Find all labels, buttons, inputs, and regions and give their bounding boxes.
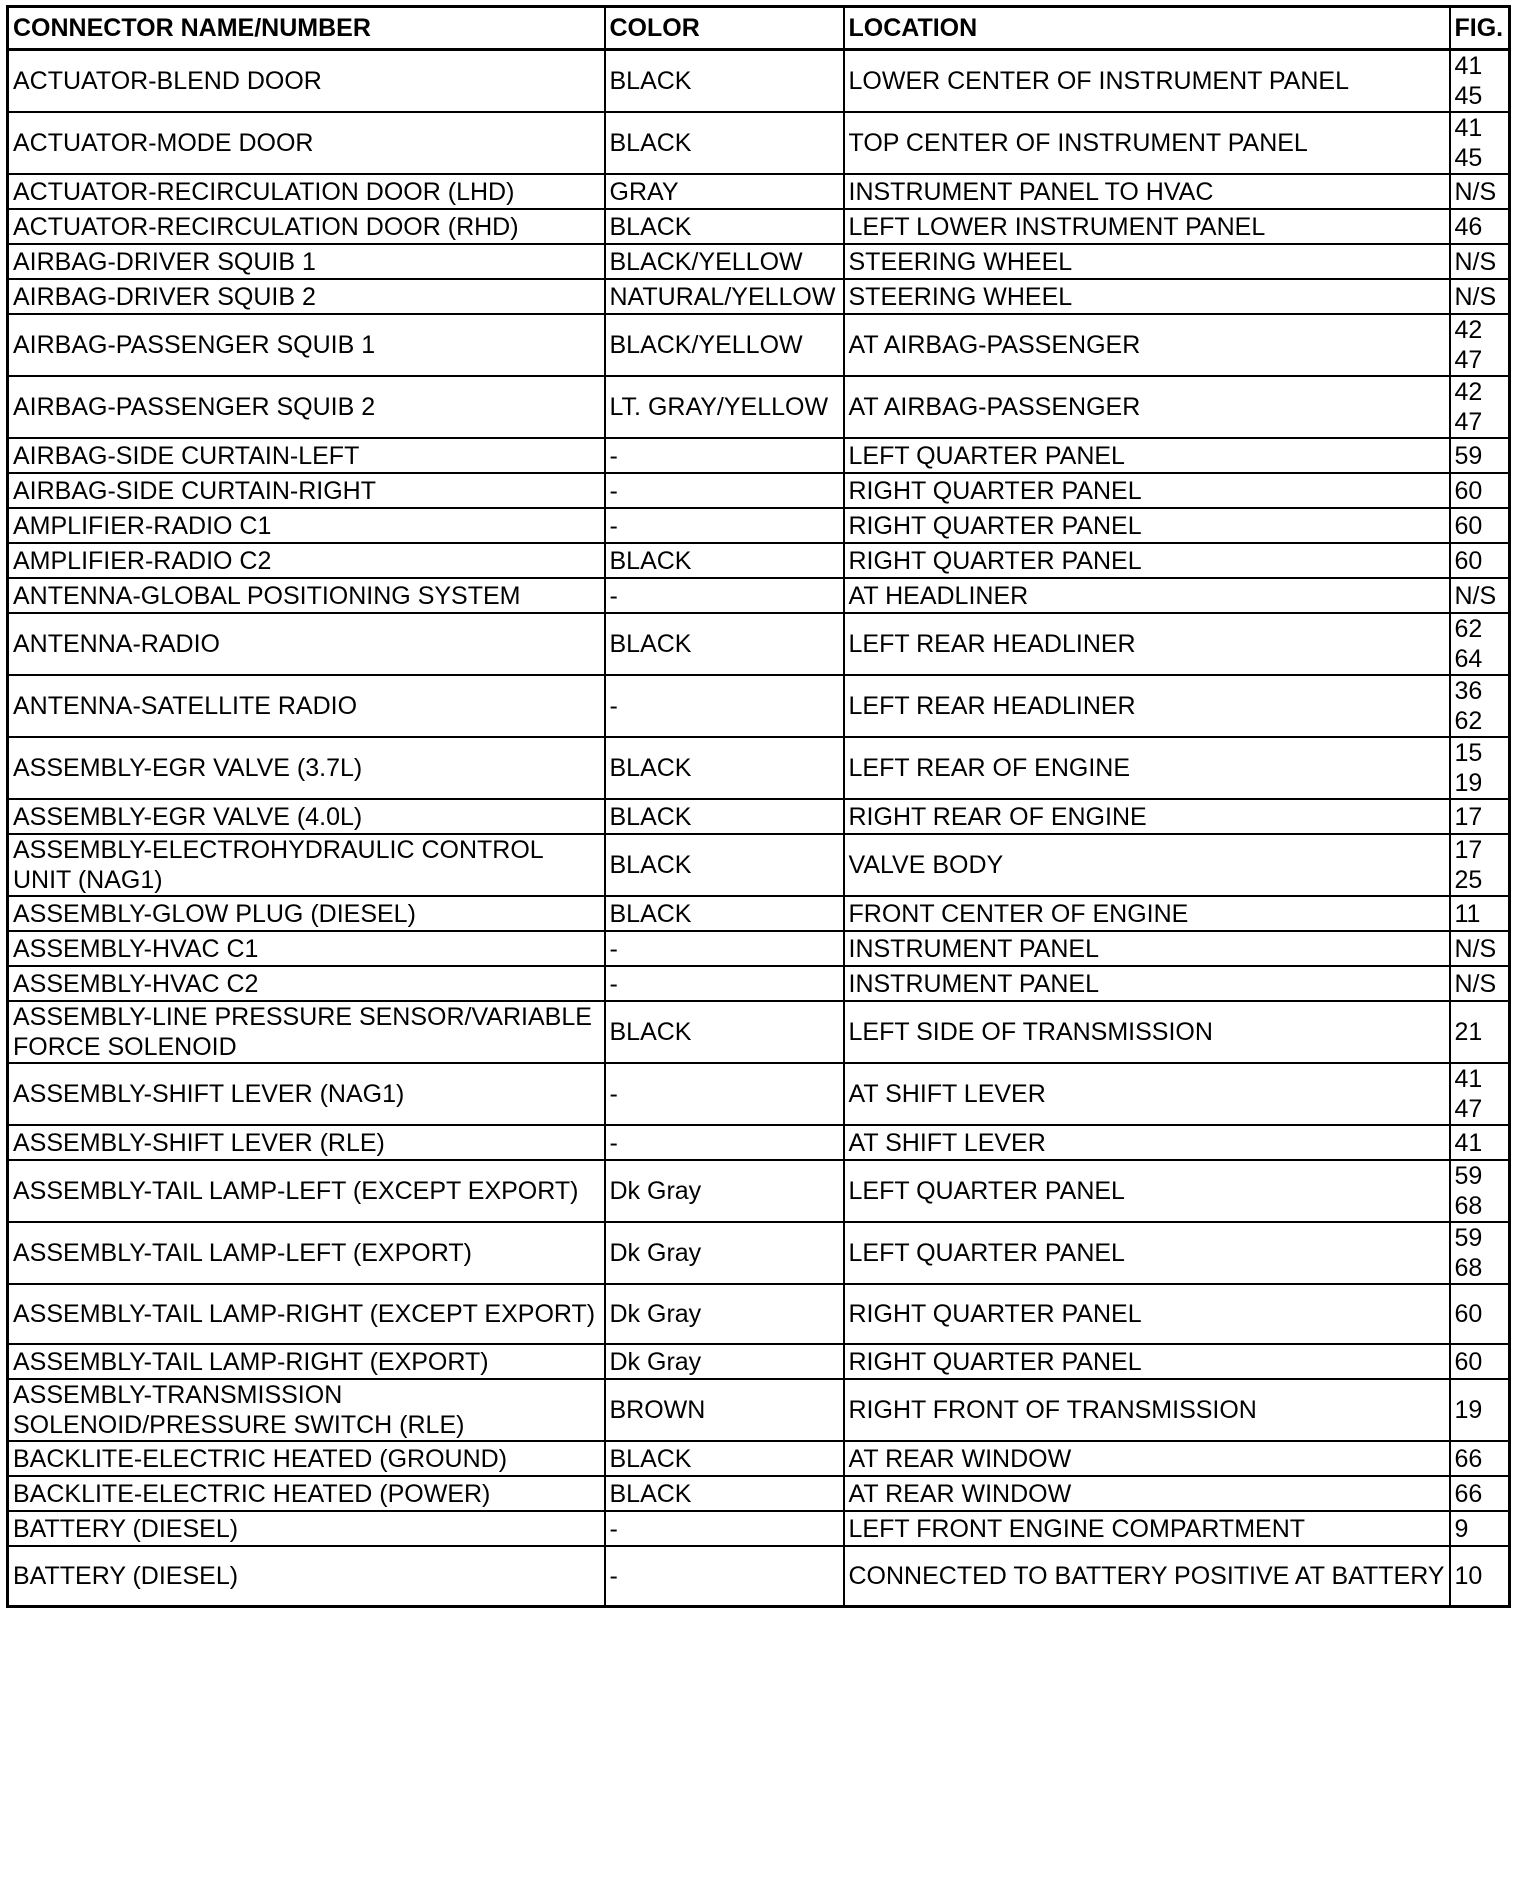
color-cell: Dk Gray bbox=[605, 1344, 844, 1379]
fig-cell bbox=[1450, 613, 1510, 675]
table-row bbox=[8, 1284, 1510, 1344]
color-cell: - bbox=[605, 931, 844, 966]
color-cell: LT. GRAY/YELLOW bbox=[605, 376, 844, 438]
table-row bbox=[8, 1546, 1510, 1606]
fig-number: 11 bbox=[1454, 899, 1481, 928]
fig-number: 42 bbox=[1454, 316, 1483, 344]
fig-cell bbox=[1450, 578, 1510, 613]
fig-number: 9 bbox=[1454, 1514, 1469, 1543]
fig-cell bbox=[1450, 1441, 1510, 1476]
table-row bbox=[8, 1441, 1510, 1476]
table-body bbox=[8, 50, 1510, 1607]
color-cell: BLACK/YELLOW bbox=[605, 314, 844, 376]
fig-number: 60 bbox=[1454, 476, 1483, 505]
fig-number: 17 bbox=[1454, 802, 1483, 831]
connector-name-cell: AIRBAG-DRIVER SQUIB 2 bbox=[8, 279, 605, 314]
connector-name-cell: ASSEMBLY-TAIL LAMP-LEFT (EXPORT) bbox=[8, 1222, 605, 1284]
fig-cell bbox=[1450, 473, 1510, 508]
color-cell: - bbox=[605, 438, 844, 473]
table-row bbox=[8, 314, 1510, 376]
fig-number: 68 bbox=[1454, 1192, 1483, 1220]
table-row bbox=[8, 1379, 1510, 1441]
table-row bbox=[8, 438, 1510, 473]
table-row bbox=[8, 1222, 1510, 1284]
fig-cell bbox=[1450, 543, 1510, 578]
location-cell: AT HEADLINER bbox=[844, 578, 1450, 613]
location-cell: LEFT REAR HEADLINER bbox=[844, 613, 1450, 675]
fig-cell bbox=[1450, 508, 1510, 543]
location-cell: RIGHT QUARTER PANEL bbox=[844, 473, 1450, 508]
location-cell: AT SHIFT LEVER bbox=[844, 1125, 1450, 1160]
fig-number: 17 bbox=[1454, 836, 1483, 864]
fig-cell bbox=[1450, 1160, 1510, 1222]
fig-number: 59 bbox=[1454, 1162, 1483, 1190]
table-row bbox=[8, 799, 1510, 834]
fig-cell bbox=[1450, 314, 1510, 376]
fig-cell bbox=[1450, 50, 1510, 113]
location-cell: LEFT QUARTER PANEL bbox=[844, 438, 1450, 473]
color-cell: BLACK bbox=[605, 50, 844, 113]
fig-number: 47 bbox=[1454, 1095, 1483, 1123]
connector-name-cell: AIRBAG-SIDE CURTAIN-RIGHT bbox=[8, 473, 605, 508]
location-cell: AT SHIFT LEVER bbox=[844, 1063, 1450, 1125]
fig-cell bbox=[1450, 675, 1510, 737]
location-cell: AT AIRBAG-PASSENGER bbox=[844, 376, 1450, 438]
table-row bbox=[8, 1476, 1510, 1511]
connector-name-cell: ASSEMBLY-EGR VALVE (4.0L) bbox=[8, 799, 605, 834]
fig-number: 46 bbox=[1454, 212, 1483, 241]
fig-cell bbox=[1450, 174, 1510, 209]
location-cell: LEFT LOWER INSTRUMENT PANEL bbox=[844, 209, 1450, 244]
fig-number: 68 bbox=[1454, 1254, 1483, 1282]
location-cell: RIGHT FRONT OF TRANSMISSION bbox=[844, 1379, 1450, 1441]
table-row bbox=[8, 112, 1510, 174]
table-row bbox=[8, 578, 1510, 613]
color-cell: BLACK bbox=[605, 1441, 844, 1476]
fig-cell bbox=[1450, 896, 1510, 931]
connector-name-cell: ASSEMBLY-GLOW PLUG (DIESEL) bbox=[8, 896, 605, 931]
table-row bbox=[8, 896, 1510, 931]
table-row bbox=[8, 279, 1510, 314]
fig-cell bbox=[1450, 1546, 1510, 1606]
header-row bbox=[8, 7, 1510, 50]
color-cell: - bbox=[605, 1125, 844, 1160]
fig-number: 66 bbox=[1454, 1444, 1483, 1473]
connector-table bbox=[6, 5, 1511, 1608]
table-row bbox=[8, 244, 1510, 279]
color-cell: NATURAL/YELLOW bbox=[605, 279, 844, 314]
fig-number: N/S bbox=[1454, 934, 1497, 963]
fig-number: N/S bbox=[1454, 177, 1497, 206]
fig-number: 21 bbox=[1454, 1018, 1483, 1046]
connector-name-cell: ANTENNA-RADIO bbox=[8, 613, 605, 675]
location-cell: RIGHT QUARTER PANEL bbox=[844, 543, 1450, 578]
fig-number: 47 bbox=[1454, 346, 1483, 374]
fig-number: 42 bbox=[1454, 378, 1483, 406]
table-row bbox=[8, 50, 1510, 113]
location-cell: LEFT QUARTER PANEL bbox=[844, 1160, 1450, 1222]
table-row bbox=[8, 1063, 1510, 1125]
fig-cell bbox=[1450, 834, 1510, 896]
location-cell: LEFT SIDE OF TRANSMISSION bbox=[844, 1001, 1450, 1063]
fig-number: 41 bbox=[1454, 1065, 1483, 1093]
color-cell: BLACK bbox=[605, 737, 844, 799]
connector-name-cell: BACKLITE-ELECTRIC HEATED (GROUND) bbox=[8, 1441, 605, 1476]
fig-cell bbox=[1450, 376, 1510, 438]
connector-name-cell: ANTENNA-SATELLITE RADIO bbox=[8, 675, 605, 737]
table-row bbox=[8, 1344, 1510, 1379]
table-row bbox=[8, 508, 1510, 543]
location-cell: LEFT FRONT ENGINE COMPARTMENT bbox=[844, 1511, 1450, 1546]
header-location: LOCATION bbox=[844, 7, 1450, 50]
color-cell: - bbox=[605, 578, 844, 613]
fig-cell bbox=[1450, 244, 1510, 279]
fig-cell bbox=[1450, 1063, 1510, 1125]
header-fig: FIG. bbox=[1450, 7, 1510, 50]
connector-name-cell: AIRBAG-PASSENGER SQUIB 2 bbox=[8, 376, 605, 438]
connector-name-cell: AIRBAG-PASSENGER SQUIB 1 bbox=[8, 314, 605, 376]
connector-name-cell: ASSEMBLY-SHIFT LEVER (NAG1) bbox=[8, 1063, 605, 1125]
fig-number: N/S bbox=[1454, 969, 1497, 998]
location-cell: LEFT REAR HEADLINER bbox=[844, 675, 1450, 737]
color-cell: GRAY bbox=[605, 174, 844, 209]
header-color: COLOR bbox=[605, 7, 844, 50]
fig-cell bbox=[1450, 931, 1510, 966]
table-row bbox=[8, 737, 1510, 799]
fig-number: 59 bbox=[1454, 441, 1483, 470]
fig-cell bbox=[1450, 966, 1510, 1001]
location-cell: RIGHT REAR OF ENGINE bbox=[844, 799, 1450, 834]
fig-number: 41 bbox=[1454, 114, 1483, 142]
location-cell: VALVE BODY bbox=[844, 834, 1450, 896]
color-cell: - bbox=[605, 1546, 844, 1606]
fig-number: 45 bbox=[1454, 82, 1483, 110]
fig-cell bbox=[1450, 1511, 1510, 1546]
connector-name-cell: AIRBAG-SIDE CURTAIN-LEFT bbox=[8, 438, 605, 473]
fig-cell bbox=[1450, 737, 1510, 799]
fig-cell bbox=[1450, 1344, 1510, 1379]
location-cell: RIGHT QUARTER PANEL bbox=[844, 1284, 1450, 1344]
connector-name-cell: ASSEMBLY-TAIL LAMP-LEFT (EXCEPT EXPORT) bbox=[8, 1160, 605, 1222]
fig-cell bbox=[1450, 1001, 1510, 1063]
connector-name-cell: ASSEMBLY-SHIFT LEVER (RLE) bbox=[8, 1125, 605, 1160]
location-cell: STEERING WHEEL bbox=[844, 244, 1450, 279]
connector-name-cell: ACTUATOR-RECIRCULATION DOOR (LHD) bbox=[8, 174, 605, 209]
fig-cell bbox=[1450, 209, 1510, 244]
table-row bbox=[8, 1511, 1510, 1546]
connector-name-cell: ASSEMBLY-EGR VALVE (3.7L) bbox=[8, 737, 605, 799]
table-row bbox=[8, 376, 1510, 438]
table-row bbox=[8, 1001, 1510, 1063]
table-row bbox=[8, 613, 1510, 675]
fig-number: 41 bbox=[1454, 1128, 1483, 1157]
table-row bbox=[8, 931, 1510, 966]
fig-number: 66 bbox=[1454, 1479, 1483, 1508]
table-row bbox=[8, 209, 1510, 244]
table-row bbox=[8, 966, 1510, 1001]
table-header bbox=[8, 7, 1510, 50]
fig-number: 47 bbox=[1454, 408, 1483, 436]
fig-number: 62 bbox=[1454, 615, 1483, 643]
table-row bbox=[8, 1160, 1510, 1222]
fig-number: 25 bbox=[1454, 866, 1483, 894]
color-cell: Dk Gray bbox=[605, 1160, 844, 1222]
color-cell: BLACK bbox=[605, 543, 844, 578]
location-cell: CONNECTED TO BATTERY POSITIVE AT BATTERY bbox=[844, 1546, 1450, 1606]
fig-number: 19 bbox=[1454, 769, 1483, 797]
connector-name-cell: BACKLITE-ELECTRIC HEATED (POWER) bbox=[8, 1476, 605, 1511]
color-cell: BLACK bbox=[605, 112, 844, 174]
location-cell: TOP CENTER OF INSTRUMENT PANEL bbox=[844, 112, 1450, 174]
color-cell: - bbox=[605, 675, 844, 737]
fig-number: 60 bbox=[1454, 546, 1483, 575]
table-row bbox=[8, 1125, 1510, 1160]
location-cell: RIGHT QUARTER PANEL bbox=[844, 1344, 1450, 1379]
fig-number: 36 bbox=[1454, 677, 1483, 705]
location-cell: AT REAR WINDOW bbox=[844, 1441, 1450, 1476]
connector-table-sheet bbox=[6, 5, 1508, 1608]
connector-name-cell: ASSEMBLY-TRANSMISSION SOLENOID/PRESSURE SWITCH (RLE) bbox=[8, 1379, 605, 1441]
location-cell: LEFT QUARTER PANEL bbox=[844, 1222, 1450, 1284]
table-row bbox=[8, 473, 1510, 508]
color-cell: BLACK bbox=[605, 1476, 844, 1511]
location-cell: STEERING WHEEL bbox=[844, 279, 1450, 314]
color-cell: BLACK bbox=[605, 209, 844, 244]
table-row bbox=[8, 543, 1510, 578]
connector-name-cell: ACTUATOR-MODE DOOR bbox=[8, 112, 605, 174]
fig-cell bbox=[1450, 1222, 1510, 1284]
fig-cell bbox=[1450, 279, 1510, 314]
fig-number: 60 bbox=[1454, 1300, 1483, 1328]
location-cell: AT AIRBAG-PASSENGER bbox=[844, 314, 1450, 376]
fig-cell bbox=[1450, 1125, 1510, 1160]
connector-name-cell: AIRBAG-DRIVER SQUIB 1 bbox=[8, 244, 605, 279]
fig-cell bbox=[1450, 112, 1510, 174]
fig-number: N/S bbox=[1454, 247, 1497, 276]
table-row bbox=[8, 834, 1510, 896]
fig-cell bbox=[1450, 1284, 1510, 1344]
location-cell: INSTRUMENT PANEL bbox=[844, 966, 1450, 1001]
fig-cell bbox=[1450, 1379, 1510, 1441]
location-cell: AT REAR WINDOW bbox=[844, 1476, 1450, 1511]
location-cell: LEFT REAR OF ENGINE bbox=[844, 737, 1450, 799]
connector-name-cell: BATTERY (DIESEL) bbox=[8, 1546, 605, 1606]
fig-number: N/S bbox=[1454, 282, 1497, 311]
connector-name-cell: BATTERY (DIESEL) bbox=[8, 1511, 605, 1546]
fig-number: 10 bbox=[1454, 1561, 1483, 1590]
color-cell: Dk Gray bbox=[605, 1222, 844, 1284]
location-cell: RIGHT QUARTER PANEL bbox=[844, 508, 1450, 543]
color-cell: Dk Gray bbox=[605, 1284, 844, 1344]
fig-number: 45 bbox=[1454, 144, 1483, 172]
fig-cell bbox=[1450, 1476, 1510, 1511]
connector-name-cell: ANTENNA-GLOBAL POSITIONING SYSTEM bbox=[8, 578, 605, 613]
color-cell: BLACK/YELLOW bbox=[605, 244, 844, 279]
color-cell: BROWN bbox=[605, 1379, 844, 1441]
fig-number: 60 bbox=[1454, 1347, 1483, 1376]
color-cell: - bbox=[605, 508, 844, 543]
location-cell: INSTRUMENT PANEL TO HVAC bbox=[844, 174, 1450, 209]
table-row bbox=[8, 174, 1510, 209]
connector-name-cell: ASSEMBLY-ELECTROHYDRAULIC CONTROL UNIT (NAG1) bbox=[8, 834, 605, 896]
fig-number: N/S bbox=[1454, 581, 1497, 610]
color-cell: - bbox=[605, 473, 844, 508]
color-cell: - bbox=[605, 966, 844, 1001]
location-cell: LOWER CENTER OF INSTRUMENT PANEL bbox=[844, 50, 1450, 113]
fig-number: 64 bbox=[1454, 645, 1483, 673]
connector-name-cell: AMPLIFIER-RADIO C2 bbox=[8, 543, 605, 578]
connector-name-cell: ACTUATOR-BLEND DOOR bbox=[8, 50, 605, 113]
connector-name-cell: ASSEMBLY-HVAC C2 bbox=[8, 966, 605, 1001]
color-cell: BLACK bbox=[605, 1001, 844, 1063]
fig-number: 62 bbox=[1454, 707, 1483, 735]
color-cell: BLACK bbox=[605, 834, 844, 896]
table-row bbox=[8, 675, 1510, 737]
fig-number: 19 bbox=[1454, 1396, 1483, 1424]
color-cell: - bbox=[605, 1511, 844, 1546]
fig-number: 41 bbox=[1454, 52, 1483, 80]
location-cell: INSTRUMENT PANEL bbox=[844, 931, 1450, 966]
fig-number: 60 bbox=[1454, 511, 1483, 540]
connector-name-cell: ASSEMBLY-TAIL LAMP-RIGHT (EXPORT) bbox=[8, 1344, 605, 1379]
fig-cell bbox=[1450, 438, 1510, 473]
location-cell: FRONT CENTER OF ENGINE bbox=[844, 896, 1450, 931]
fig-number: 59 bbox=[1454, 1224, 1483, 1252]
connector-name-cell: ASSEMBLY-LINE PRESSURE SENSOR/VARIABLE FORCE SOLENOID bbox=[8, 1001, 605, 1063]
connector-name-cell: AMPLIFIER-RADIO C1 bbox=[8, 508, 605, 543]
connector-name-cell: ACTUATOR-RECIRCULATION DOOR (RHD) bbox=[8, 209, 605, 244]
color-cell: BLACK bbox=[605, 613, 844, 675]
connector-name-cell: ASSEMBLY-TAIL LAMP-RIGHT (EXCEPT EXPORT) bbox=[8, 1284, 605, 1344]
color-cell: - bbox=[605, 1063, 844, 1125]
fig-number: 15 bbox=[1454, 739, 1483, 767]
header-connector-name: CONNECTOR NAME/NUMBER bbox=[8, 7, 605, 50]
fig-cell bbox=[1450, 799, 1510, 834]
connector-name-cell: ASSEMBLY-HVAC C1 bbox=[8, 931, 605, 966]
color-cell: BLACK bbox=[605, 896, 844, 931]
color-cell: BLACK bbox=[605, 799, 844, 834]
